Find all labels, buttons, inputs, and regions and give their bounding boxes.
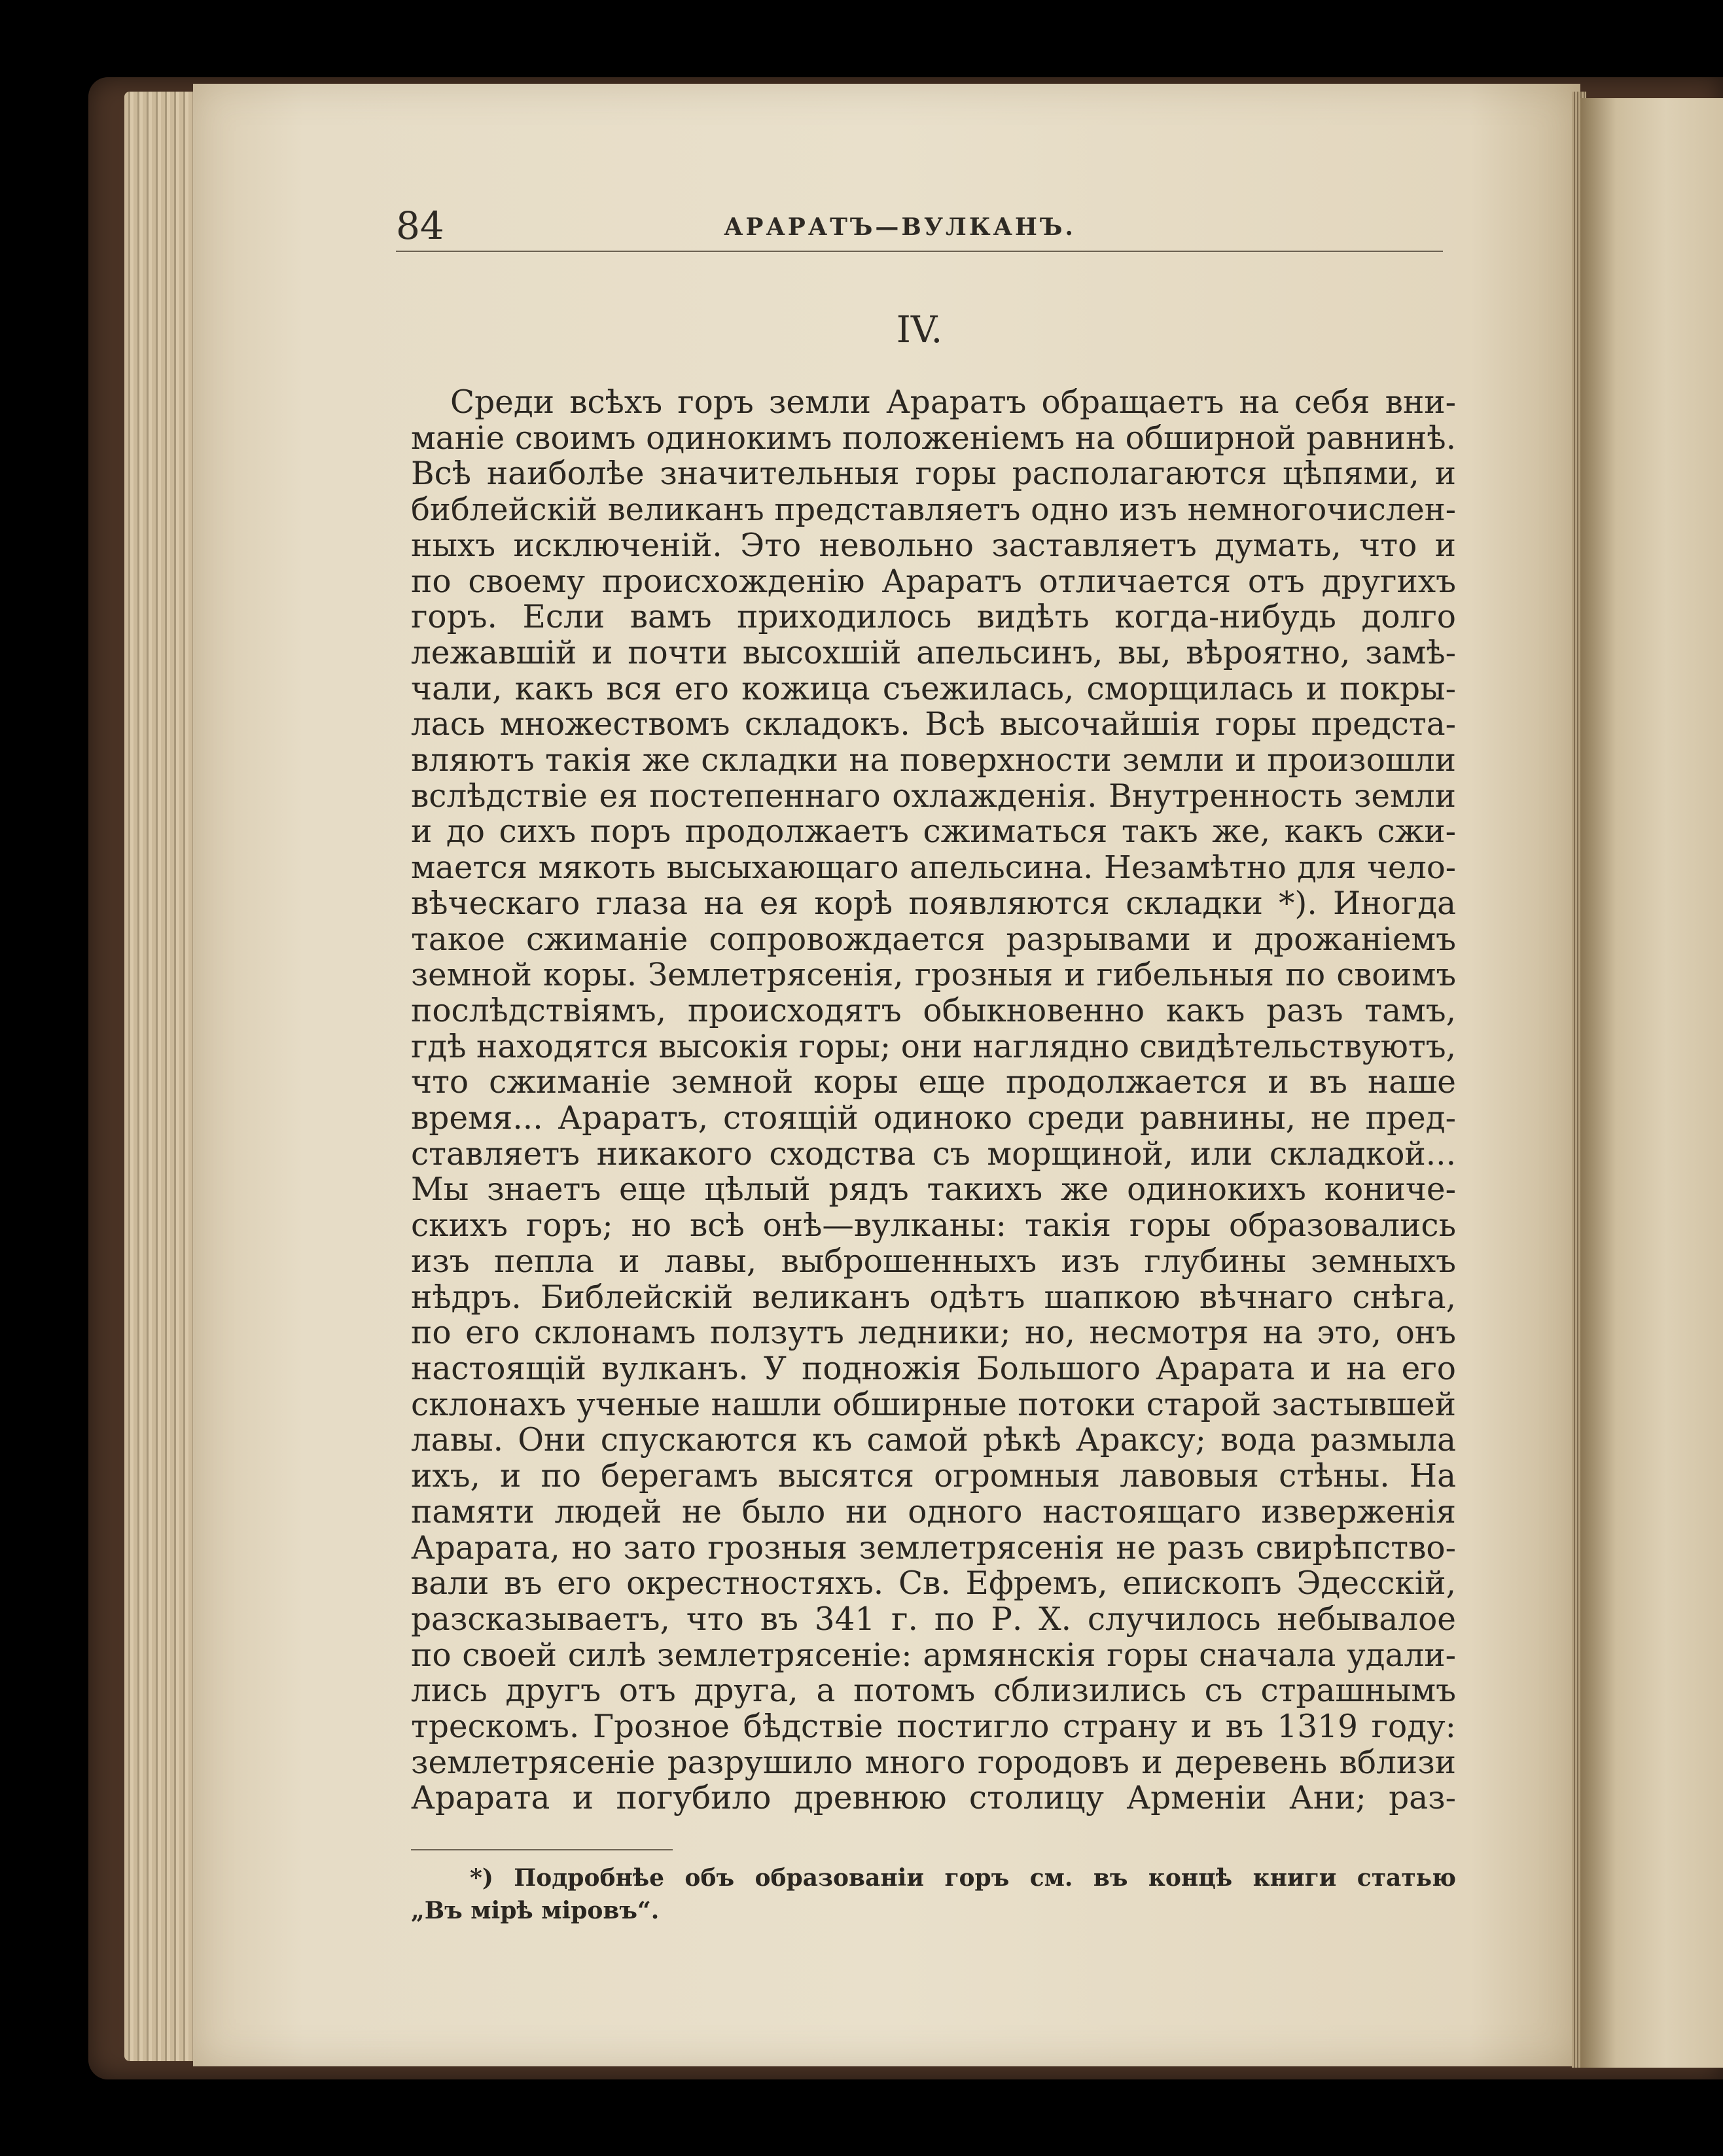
text-line: гдѣ находятся высокiя горы; они наглядно свидѣтельствуютъ, [411,1028,1456,1065]
text-line: настоящiй вулканъ. У подножiя Большого Арарата и на его [411,1350,1456,1387]
text-line: библейскiй великанъ представляетъ одно изъ немногочислен- [411,491,1456,529]
header-rule [396,251,1443,252]
text-line: время... Араратъ, стоящiй одиноко среди равнины, не пред- [411,1100,1456,1137]
text-line: ставляетъ никакого сходства съ морщиной, или складкой... [411,1135,1456,1173]
text-line: ныхъ исключенiй. Это невольно заставляетъ думать, что и [411,527,1456,564]
text-line: вляютъ такiя же складки на поверхности земли и произошли [411,742,1456,779]
text-line: и до сихъ поръ продолжаетъ сжиматься такъ же, какъ сжи- [411,813,1456,851]
text-line: землетрясенiе разрушило много городовъ и деревень вблизи [411,1744,1456,1781]
text-line: Арарата, но зато грозныя землетрясенiя не разъ свирѣпство- [411,1529,1456,1566]
page-number: 84 [396,203,444,248]
text-line: по своей силѣ землетрясенiе: армянскiя горы сначала удали- [411,1636,1456,1674]
text-line: Среди всѣхъ горъ земли Араратъ обращаетъ на себя вни- [450,384,1456,421]
text-line: изъ пепла и лавы, выброшенныхъ изъ глубины земныхъ [411,1243,1456,1280]
text-line: манiе своимъ одинокимъ положенiемъ на обширной равнинѣ. [411,419,1456,457]
text-line: лавы. Они спускаются къ самой рѣкѣ Араксу; вода размыла [411,1422,1456,1459]
text-line: горъ. Если вамъ приходилось видѣть когда-нибудь долго [411,599,1456,636]
text-line: земной коры. Землетрясенiя, грозныя и гибельныя по своимъ [411,957,1456,994]
text-line: по своему происхожденiю Араратъ отличается отъ другихъ [411,563,1456,600]
text-line: по его склонамъ ползутъ ледники; но, несмотря на это, онъ [411,1315,1456,1352]
body-text [411,385,1456,1816]
footnote-line: „Въ мiрѣ мiровъ“. [411,1897,660,1924]
left-page-edges [124,92,196,2061]
text-line: мается мякоть высыхающаго апельсина. Незамѣтно для чело- [411,849,1456,887]
text-line: разсказываетъ, что въ 341 г. по Р. Х. случилось небывалое [411,1600,1456,1638]
text-line: лась множествомъ складокъ. Всѣ высочайшiя горы предста- [411,706,1456,743]
text-line: что сжиманiе земной коры еще продолжается и въ наше [411,1064,1456,1101]
text-line: памяти людей не было ни одного настоящаго изверженiя [411,1493,1456,1530]
text-line: трескомъ. Грозное бѣдствiе постигло страну и въ 1319 году: [411,1708,1456,1746]
text-line: Арарата и погубило древнюю столицу Арменiи Ани; раз- [411,1780,1456,1817]
text-line: вслѣдствiе ея постепеннаго охлажденiя. Внутренность земли [411,777,1456,815]
page-header [396,200,1443,252]
chapter-number: IV. [896,309,943,351]
text-line: лись другъ отъ друга, а потомъ сблизились съ страшнымъ [411,1672,1456,1710]
text-line: послѣдствiямъ, происходятъ обыкновенно какъ разъ тамъ, [411,992,1456,1029]
text-line: вали въ его окрестностяхъ. Св. Ефремъ, епископъ Эдесскiй, [411,1565,1456,1602]
text-line: такое сжиманiе сопровождается разрывами и дрожанiемъ [411,921,1456,958]
text-line: Всѣ наиболѣе значительныя горы располагаются цѣпями, и [411,455,1456,493]
running-title: АРАРАТЪ—ВУЛКАНЪ. [724,213,1076,241]
footnote-rule [411,1849,673,1850]
footnote-line: *) Подробнѣе объ образованiи горъ см. въ концѣ книги статью [470,1864,1456,1892]
text-line: чали, какъ вся его кожица съежилась, сморщилась и покры- [411,670,1456,707]
text-line: вѣческаго глаза на ея корѣ появляются складки *). Иногда [411,885,1456,922]
text-line: лежавшiй и почти высохшiй апельсинъ, вы, вѣроятно, замѣ- [411,634,1456,671]
text-line: склонахъ ученые нашли обширные потоки старой застывшей [411,1386,1456,1423]
facing-page [1580,98,1723,2068]
text-line: Мы знаетъ еще цѣлый рядъ такихъ же одинокихъ кониче- [411,1171,1456,1209]
footnote [411,1862,1456,1927]
text-line: ихъ, и по берегамъ высятся огромныя лавовыя стѣны. На [411,1458,1456,1495]
text-line: нѣдръ. Библейскiй великанъ одѣтъ шапкою вѣчнаго снѣга, [411,1279,1456,1316]
text-line: скихъ горъ; но всѣ онѣ—вулканы: такiя горы образовались [411,1207,1456,1245]
